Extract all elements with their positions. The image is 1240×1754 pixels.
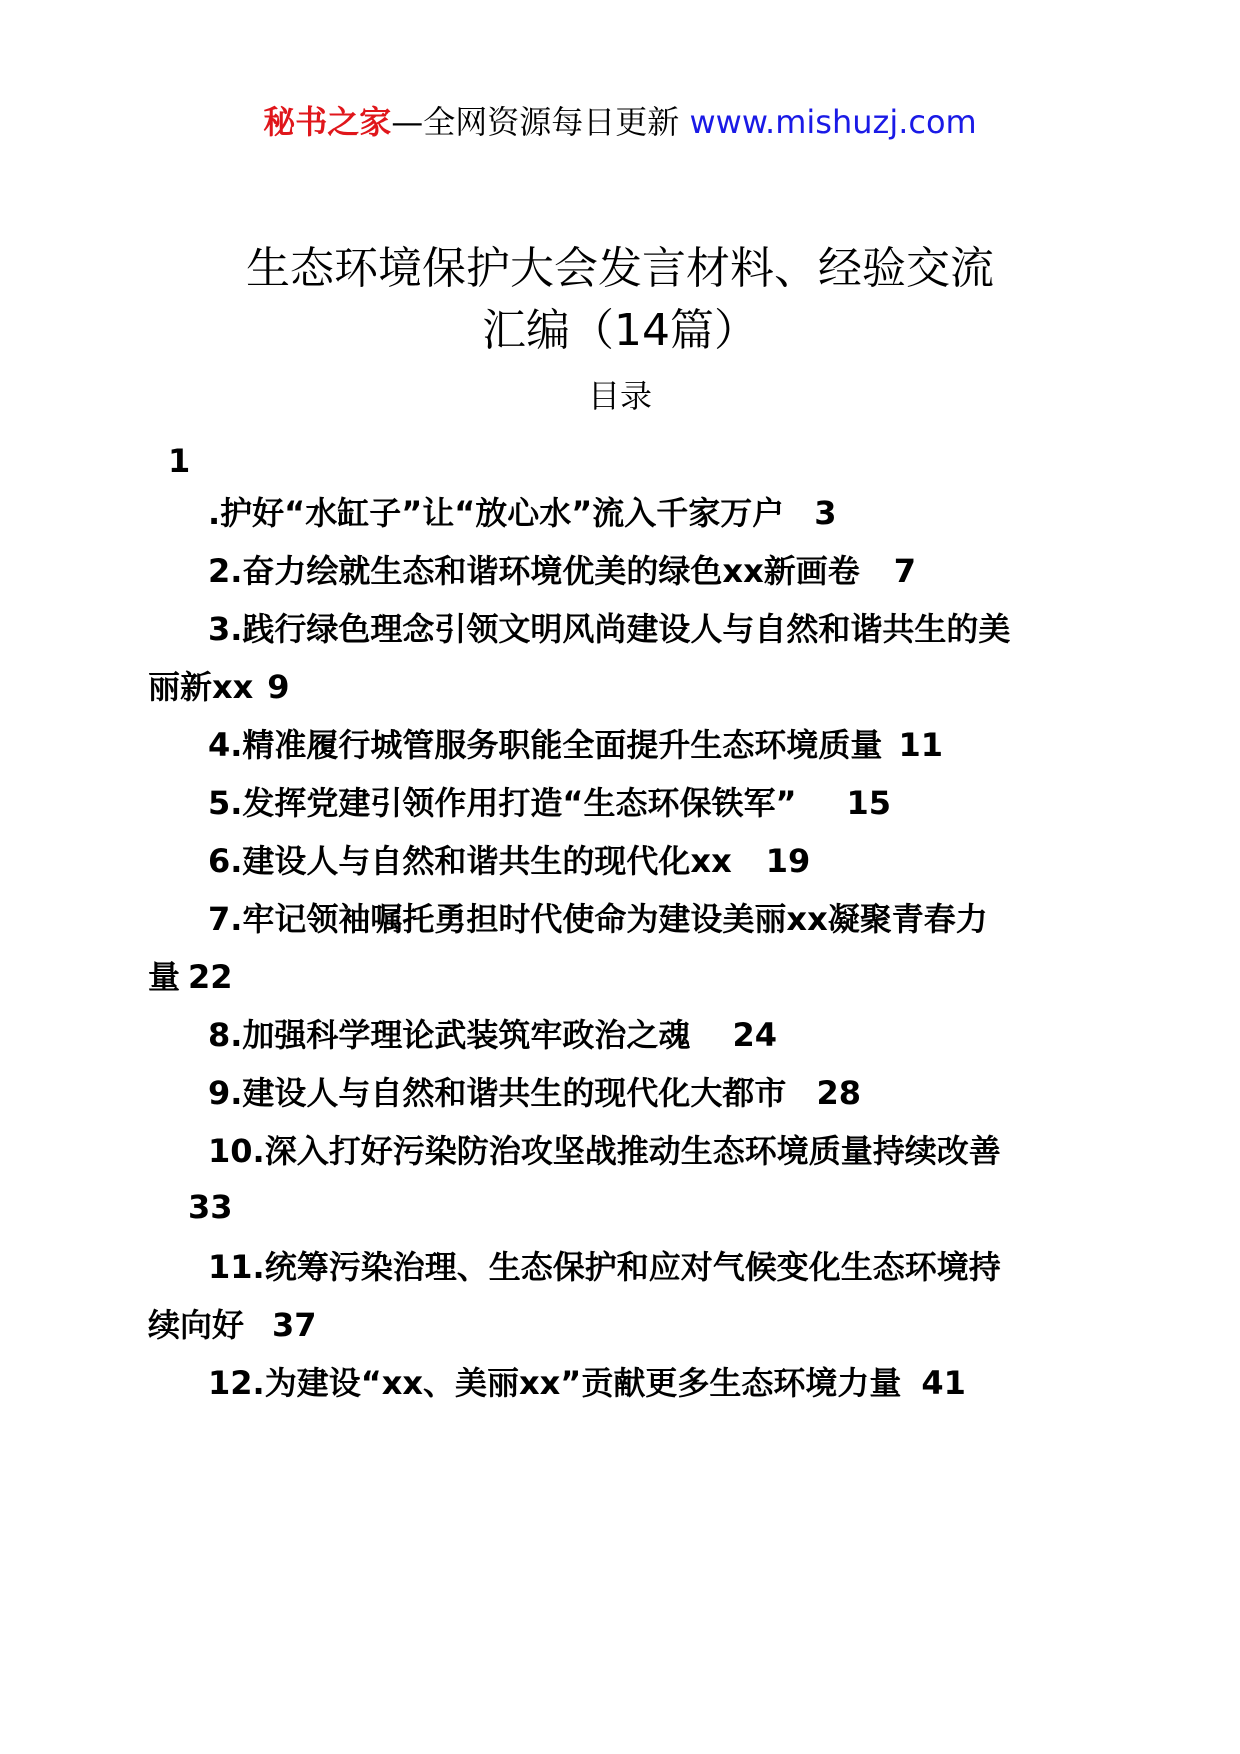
site-brand: 秘书之家	[263, 103, 392, 141]
toc-entry-11-cont[interactable]	[148, 1304, 317, 1346]
toc-entry-6[interactable]	[208, 840, 810, 882]
toc-entry-title: 5.发挥党建引领作用打造“生态环保铁军”	[208, 784, 797, 822]
toc-entry-page: 9	[267, 668, 290, 706]
toc-entry-8[interactable]	[208, 1014, 777, 1056]
toc-entry-3-cont[interactable]	[148, 666, 290, 708]
toc-heading: 目录	[587, 377, 652, 415]
toc-entry-page: 24	[732, 1016, 777, 1054]
toc-entry-title: 量	[148, 958, 181, 996]
toc-entry-title: 丽新xx	[148, 668, 254, 706]
toc-entry-4[interactable]	[208, 724, 943, 766]
toc-entry-page: 28	[816, 1074, 861, 1112]
toc-entry-page: 11	[898, 726, 943, 764]
toc-entry-page: 19	[765, 842, 811, 880]
toc-entry-title: 10.深入打好污染防治攻坚战推动生态环境质量持续改善	[208, 1132, 1001, 1170]
toc-entry-11[interactable]	[208, 1246, 1001, 1288]
toc-entry-10[interactable]	[208, 1130, 1001, 1172]
toc-entry-10-cont[interactable]	[188, 1186, 233, 1228]
toc-entry-page: 33	[188, 1188, 233, 1226]
site-header	[0, 100, 1240, 144]
toc-entry-title: .护好“水缸子”让“放心水”流入千家万户	[208, 494, 785, 532]
toc-entry-title: 2.奋力绘就生态和谐环境优美的绿色xx新画卷	[208, 552, 860, 590]
toc-entry-1[interactable]	[208, 492, 837, 534]
site-tagline: —全网资源每日更新	[391, 103, 690, 141]
toc-entry-page: 37	[272, 1306, 317, 1344]
toc-entry-title: 8.加强科学理论武装筑牢政治之魂	[208, 1016, 691, 1054]
toc-entry-title: 3.践行绿色理念引领文明风尚建设人与自然和谐共生的美	[208, 610, 1011, 648]
toc-entry-page: 7	[893, 552, 916, 590]
toc-entry-12[interactable]	[208, 1362, 966, 1404]
toc-entry-3[interactable]	[208, 608, 1010, 650]
toc-entry-2[interactable]	[208, 550, 916, 592]
document-title	[0, 238, 1240, 362]
site-url-link[interactable]: www.mishuzj.com	[689, 103, 977, 141]
toc-entry-7-cont[interactable]	[148, 956, 233, 998]
toc-entry-7[interactable]	[208, 898, 988, 940]
toc-entry-number: 1	[168, 442, 191, 480]
toc-entry-page: 22	[188, 958, 233, 996]
toc-entry-title: 9.建设人与自然和谐共生的现代化大都市	[208, 1074, 787, 1112]
document-title-line-2: 汇编（14篇）	[482, 305, 758, 356]
toc-entry-title: 4.精准履行城管服务职能全面提升生态环境质量	[208, 726, 883, 764]
document-title-line-1: 生态环境保护大会发言材料、经验交流	[246, 243, 994, 294]
toc-entry-title: 11.统筹污染治理、生态保护和应对气候变化生态环境持	[208, 1248, 1001, 1286]
toc-entry-page: 41	[921, 1364, 966, 1402]
toc-entry-title: 续向好	[148, 1306, 245, 1344]
toc-entry-page: 3	[814, 494, 837, 532]
toc-entry-5[interactable]	[208, 782, 891, 824]
toc-entry-title: 7.牢记领袖嘱托勇担时代使命为建设美丽xx凝聚青春力	[208, 900, 988, 938]
toc-entry-title: 6.建设人与自然和谐共生的现代化xx	[208, 842, 732, 880]
toc-entry-title: 12.为建设“xx、美丽xx”贡献更多生态环境力量	[208, 1364, 902, 1402]
toc-entry-page: 15	[846, 784, 892, 822]
toc-entry-9[interactable]	[208, 1072, 861, 1114]
toc-entry-1-number[interactable]	[168, 440, 190, 482]
